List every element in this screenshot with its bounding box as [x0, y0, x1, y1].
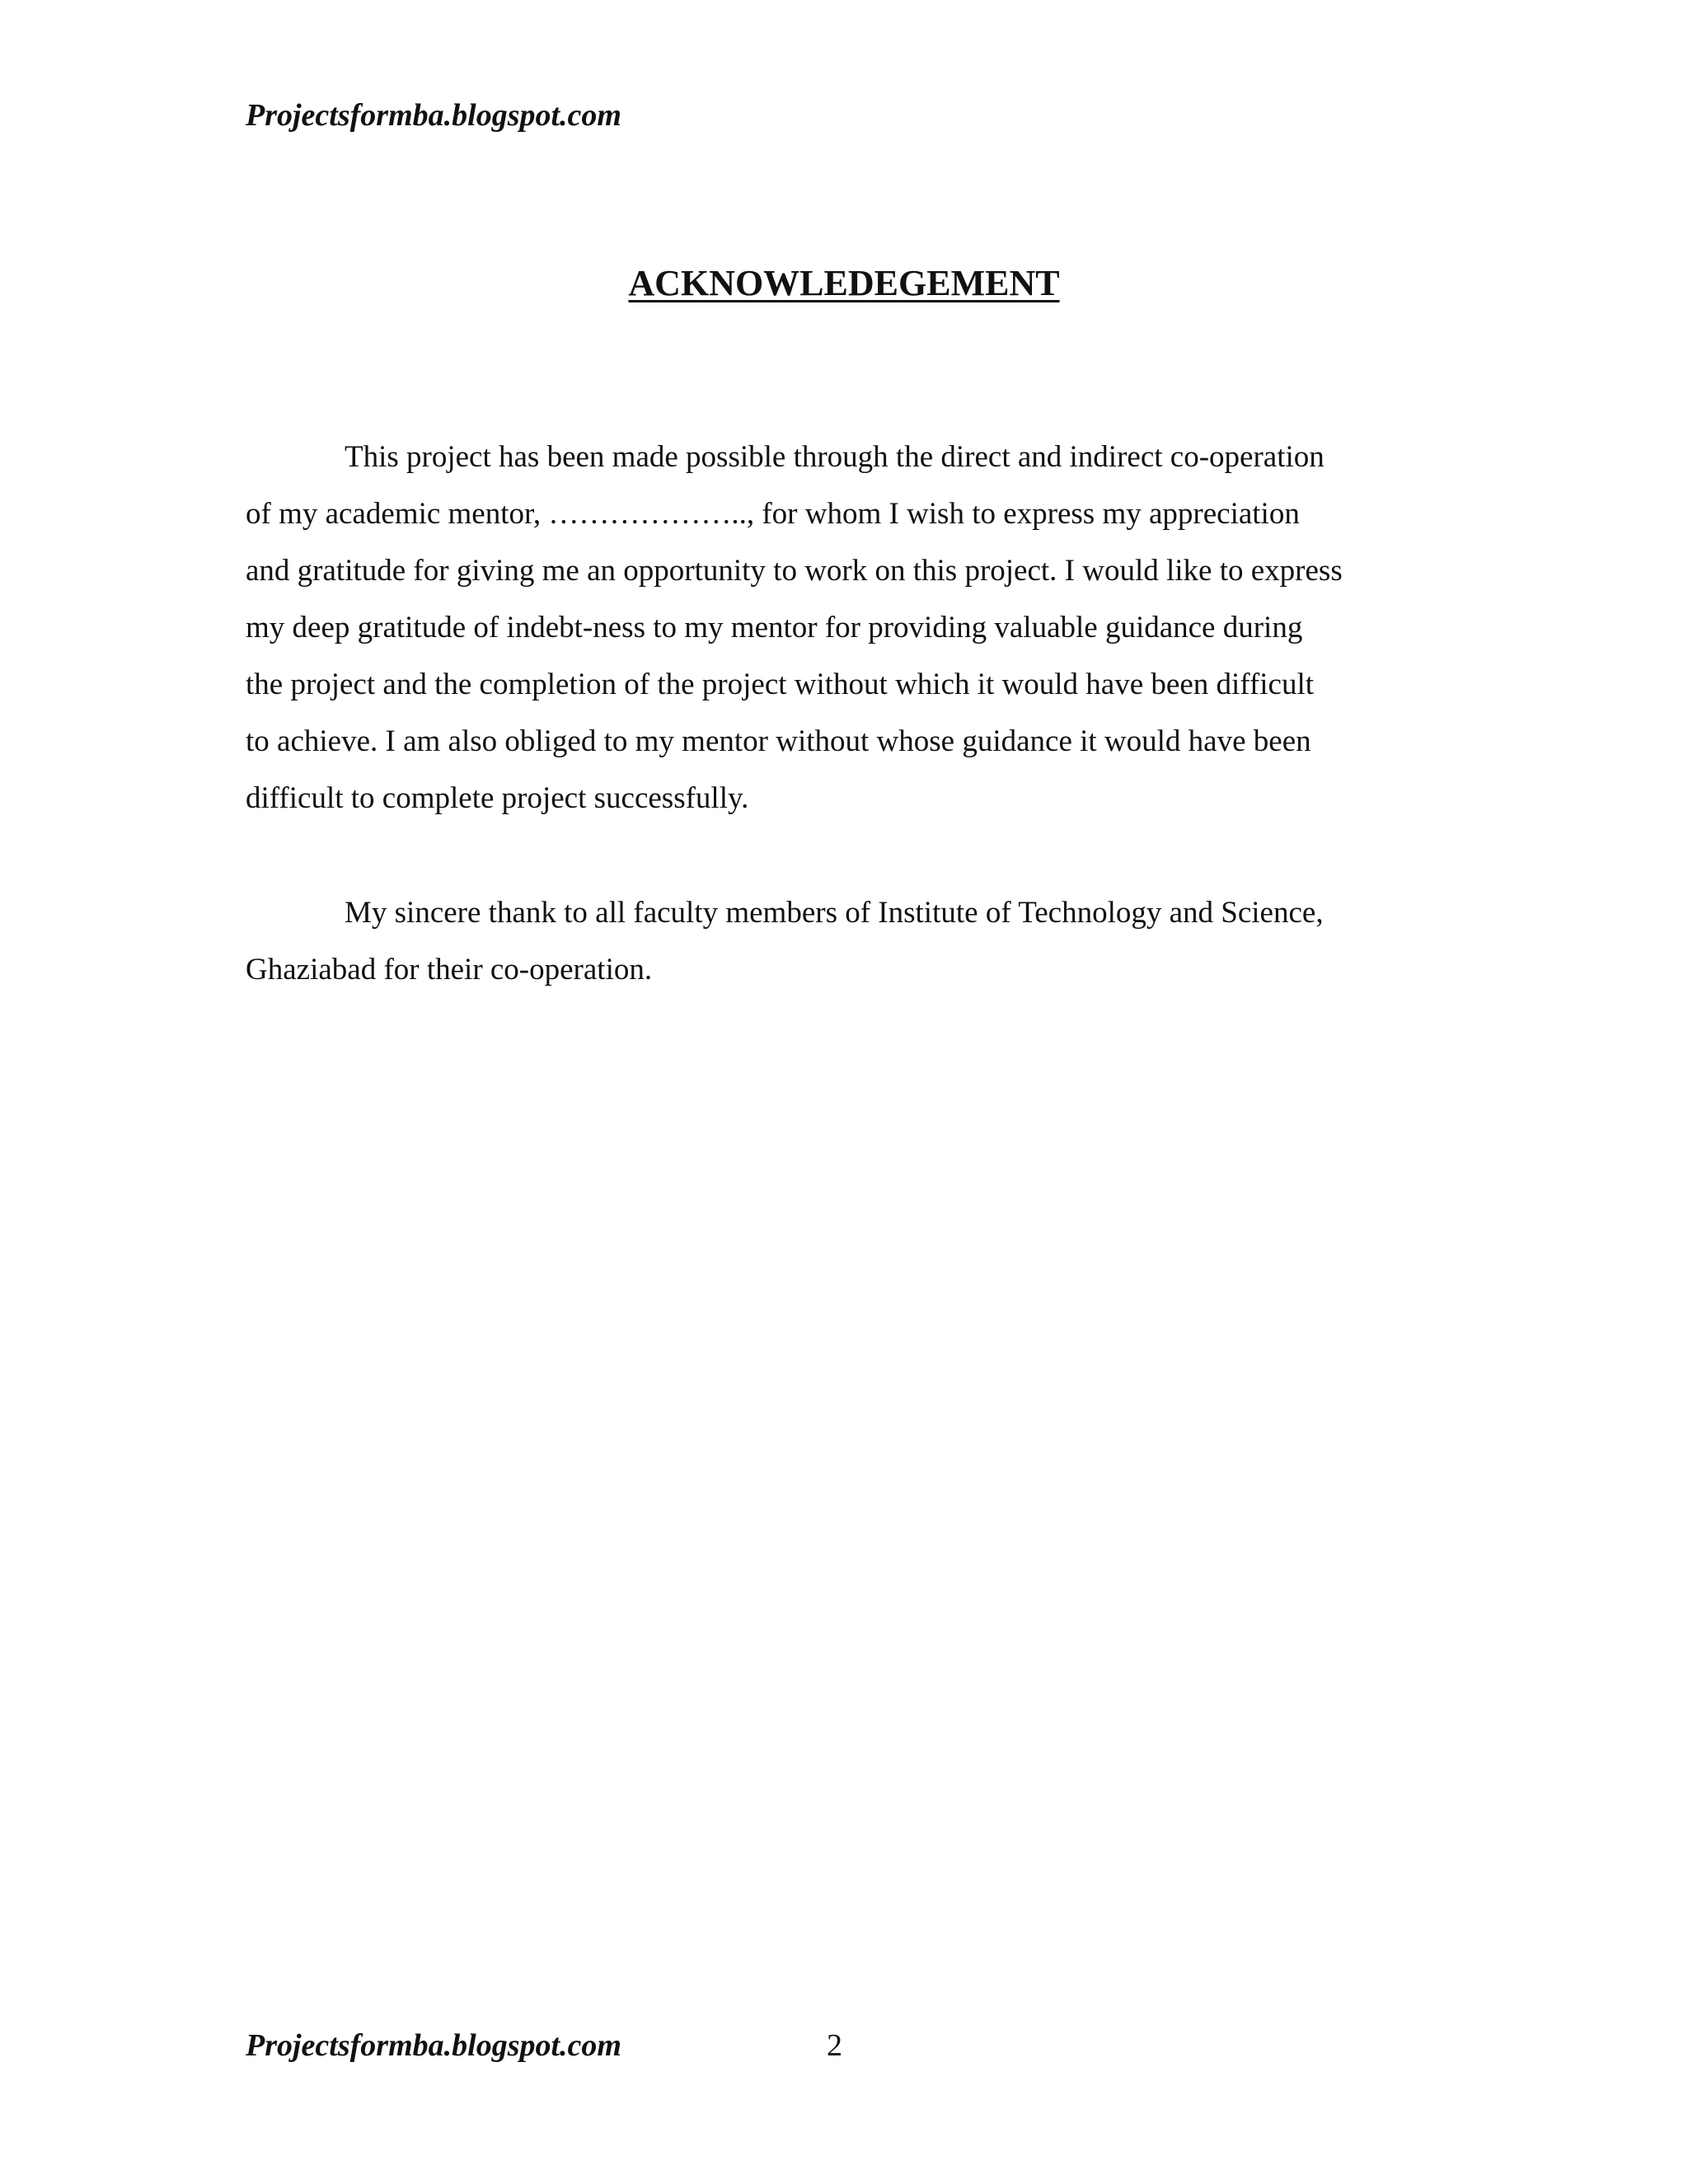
paragraph-faculty-thanks [246, 884, 1449, 998]
paragraph-line: of my academic mentor, ……………….., for whom I wish to express my appreciation [246, 497, 1300, 531]
paragraph-line: Ghaziabad for their co-operation. [246, 953, 653, 987]
paragraph-line: and gratitude for giving me an opportunity to work on this project. I would like to express [246, 554, 1343, 588]
page-title: ACKNOWLEDEGEMENT [628, 263, 1060, 303]
paragraph-line: to achieve. I am also obliged to my mentor without whose guidance it would have been [246, 724, 1311, 758]
paragraph-line: difficult to complete project successfully. [246, 781, 749, 815]
paragraph-line: My sincere thank to all faculty members of Institute of Technology and Science, [345, 896, 1324, 930]
paragraph-line: my deep gratitude of indebt-ness to my mentor for providing valuable guidance during [246, 611, 1303, 644]
paragraph-line: the project and the completion of the project without which it would have been difficult [246, 668, 1315, 701]
page-number: 2 [827, 2028, 842, 2063]
paragraph-mentor-thanks [246, 429, 1449, 827]
footer-site-name: Projectsformba.blogspot.com [246, 2028, 621, 2063]
paragraph-line: This project has been made possible through the direct and indirect co-operation [345, 440, 1325, 474]
header-site-name: Projectsformba.blogspot.com [246, 98, 621, 133]
